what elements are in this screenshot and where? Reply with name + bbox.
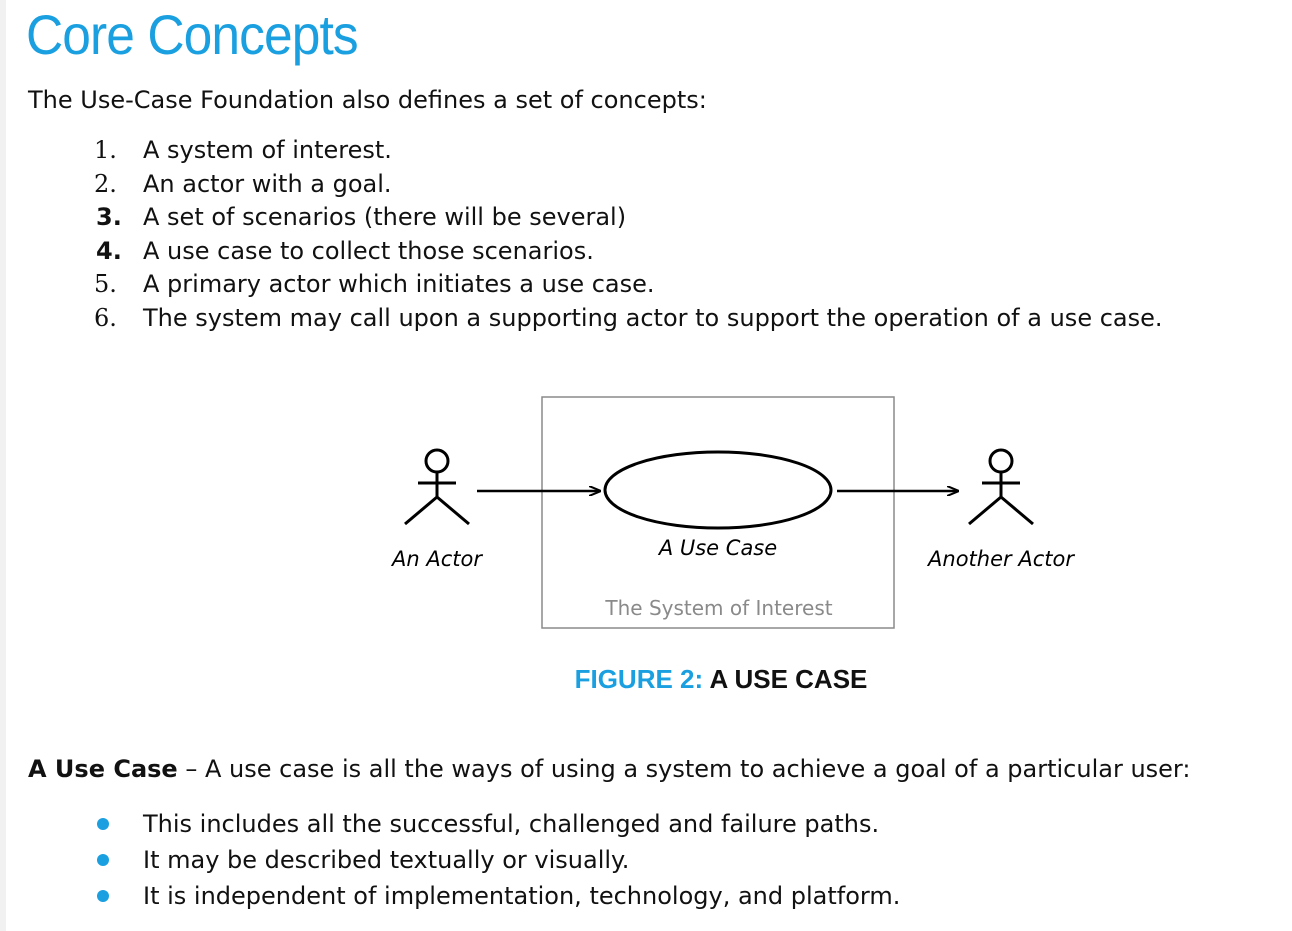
page-title: Core Concepts [26, 3, 358, 66]
figure-caption [0, 664, 1292, 695]
system-boundary [542, 397, 894, 628]
definition-text: A use case is all the ways of using a system to achieve a goal of a particular user: [204, 755, 1191, 783]
definition-separator: – [177, 755, 205, 783]
bullet-icon [97, 818, 109, 830]
figure-caption-title: A USE CASE [709, 664, 868, 694]
bullet-icon [97, 854, 109, 866]
list-number: 2. [94, 169, 117, 198]
list-number: 4. [96, 236, 122, 265]
bullet-text: It may be described textually or visually. [143, 846, 630, 874]
list-number: 3. [96, 203, 122, 232]
system-label: The System of Interest [605, 596, 833, 620]
list-text: A system of interest. [143, 136, 392, 164]
bullet-text: It is independent of implementation, technology, and platform. [143, 882, 901, 910]
definition-term: A Use Case [28, 755, 178, 783]
list-text: A primary actor which initiates a use case. [143, 270, 655, 299]
list-number: 6. [94, 303, 117, 332]
list-text: The system may call upon a supporting actor to support the operation of a use case. [143, 303, 1163, 332]
list-number: 1. [94, 136, 117, 164]
actor-right-label: Another Actor [928, 547, 1074, 571]
intro-text: The Use-Case Foundation also defines a set of concepts: [28, 86, 707, 114]
definition-paragraph [28, 755, 1190, 783]
use-case-diagram [0, 380, 1292, 650]
use-case-ellipse [605, 452, 831, 528]
figure-caption-lead: FIGURE 2: [574, 664, 704, 694]
list-text: An actor with a goal. [143, 169, 392, 198]
list-text: A set of scenarios (there will be several) [143, 203, 627, 232]
bullet-icon [97, 890, 109, 902]
bullet-text: This includes all the successful, challenged and failure paths. [143, 810, 880, 838]
list-number: 5. [94, 270, 117, 299]
actor-left-label: An Actor [392, 547, 482, 571]
list-text: A use case to collect those scenarios. [143, 236, 594, 265]
actor-left-icon [405, 450, 469, 524]
use-case-label: A Use Case [658, 536, 778, 560]
actor-right-icon [969, 450, 1033, 524]
